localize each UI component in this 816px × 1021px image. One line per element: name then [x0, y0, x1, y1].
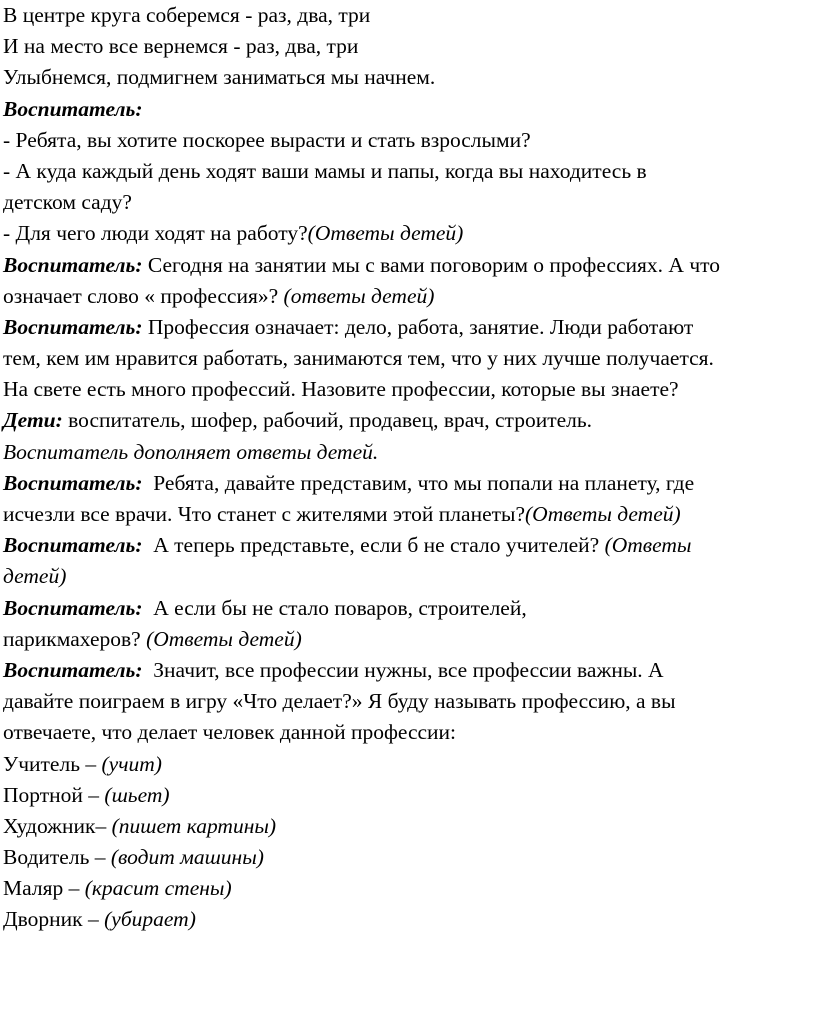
- text-segment: Сегодня на занятии мы с вами поговорим о профессиях. А что: [142, 252, 720, 277]
- text-segment: Профессия означает: дело, работа, занятие. Люди работают: [142, 314, 694, 339]
- text-line: [3, 374, 816, 405]
- text-line: [3, 156, 816, 187]
- text-segment: - А куда каждый день ходят ваши мамы и папы, когда вы находитесь в: [3, 158, 647, 183]
- text-line: [3, 624, 816, 655]
- text-segment: И на место все вернемся - раз, два, три: [3, 34, 359, 59]
- italic-note: (пишет картины): [111, 813, 277, 838]
- text-segment: исчезли все врачи. Что станет с жителями этой планеты?: [3, 502, 526, 526]
- speaker-label: Воспитатель:: [3, 252, 143, 277]
- text-line: [3, 31, 816, 62]
- text-segment: отвечаете, что делает человек данной профессии:: [3, 720, 457, 745]
- italic-note: (Ответы: [604, 533, 692, 558]
- italic-note: (шьет): [104, 782, 170, 807]
- text-segment: тем, кем им нравится работать, занимаются тем, что у них лучше получается.: [3, 346, 714, 371]
- speaker-label: Воспитатель:: [3, 595, 143, 620]
- italic-note: (ответы детей): [283, 283, 435, 308]
- text-line: [3, 686, 816, 717]
- text-segment: В центре круга соберемся - раз, два, три: [3, 3, 371, 27]
- italic-note: (убирает): [104, 907, 196, 932]
- italic-note: (водит машины): [110, 845, 264, 870]
- text-line: [3, 593, 816, 624]
- text-segment: Ребята, давайте представим, что мы попали на планету, где: [142, 470, 695, 495]
- text-segment: воспитатель, шофер, рабочий, продавец, врач, строитель.: [62, 408, 593, 433]
- text-segment: давайте поиграем в игру «Что делает?» Я буду называть профессию, а вы: [3, 689, 676, 714]
- text-segment: Дворник –: [3, 907, 105, 932]
- text-line: [3, 187, 816, 218]
- text-line: [3, 842, 816, 873]
- text-line: [3, 125, 816, 156]
- text-segment: Учитель –: [3, 751, 102, 776]
- text-line: [3, 405, 816, 436]
- text-line: [3, 873, 816, 904]
- italic-note: (учит): [101, 751, 162, 776]
- text-segment: Улыбнемся, подмигнем заниматься мы начнем.: [3, 65, 436, 90]
- text-segment: Водитель –: [3, 845, 111, 870]
- text-line: [3, 468, 816, 499]
- text-line: [3, 530, 816, 561]
- italic-note: Воспитатель дополняет ответы детей.: [3, 439, 379, 464]
- text-line: [3, 343, 816, 374]
- text-segment: парикмахеров?: [3, 626, 147, 651]
- text-segment: Художник–: [3, 813, 112, 838]
- text-segment: Маляр –: [3, 876, 85, 901]
- text-segment: Портной –: [3, 782, 105, 807]
- italic-note: (красит стены): [84, 876, 232, 901]
- text-line: [3, 250, 816, 281]
- speaker-label: Дети:: [3, 408, 63, 433]
- text-line: [3, 437, 816, 468]
- text-line: [3, 281, 816, 312]
- text-line: [3, 717, 816, 748]
- text-segment: означает слово « профессия»?: [3, 283, 284, 308]
- speaker-label: Воспитатель:: [3, 533, 143, 558]
- text-segment: А если бы не стало поваров, строителей,: [142, 595, 527, 620]
- speaker-label: Воспитатель:: [3, 470, 143, 495]
- text-line: [3, 218, 816, 249]
- text-line: [3, 904, 816, 935]
- text-segment: детском саду?: [3, 190, 132, 215]
- speaker-label: Воспитатель:: [3, 657, 143, 682]
- text-line: [3, 94, 816, 125]
- italic-note: (Ответы детей): [307, 221, 464, 246]
- italic-note: (Ответы детей): [146, 626, 302, 651]
- speaker-label: Воспитатель:: [3, 96, 143, 121]
- text-line: [3, 811, 816, 842]
- text-segment: А теперь представьте, если б не стало учителей?: [142, 533, 605, 558]
- text-line: [3, 655, 816, 686]
- text-line: [3, 499, 816, 530]
- italic-note: детей): [3, 564, 67, 589]
- text-segment: - Ребята, вы хотите поскорее вырасти и стать взрослыми?: [3, 127, 531, 152]
- text-line: [3, 780, 816, 811]
- text-segment: - Для чего люди ходят на работу?: [3, 221, 308, 246]
- text-line: [3, 561, 816, 592]
- text-line: [3, 62, 816, 93]
- text-line: [3, 312, 816, 343]
- text-segment: На свете есть много профессий. Назовите профессии, которые вы знаете?: [3, 377, 679, 402]
- text-segment: Значит, все профессии нужны, все профессии важны. А: [142, 657, 664, 682]
- speaker-label: Воспитатель:: [3, 314, 143, 339]
- text-line: [3, 0, 816, 31]
- italic-note: (Ответы детей): [525, 502, 681, 526]
- text-line: [3, 749, 816, 780]
